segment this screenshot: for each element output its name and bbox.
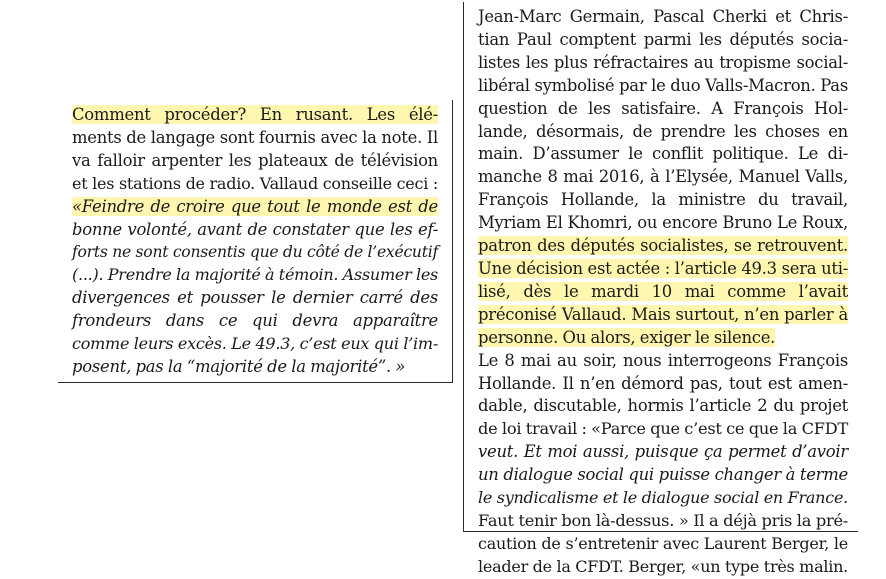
left-line-6: bonne volonté, avant de constater que les ef- (72, 219, 438, 239)
right-line-2: tian Paul comptent parmi les députés socia- (478, 29, 848, 49)
left-line-3: va falloir arpenter les plateaux de télévision (72, 150, 438, 170)
right-line-13 (478, 281, 848, 304)
right-line-21: un dialogue social qui puisse changer à terme (478, 465, 848, 485)
highlight: Comment procéder? En rusant. Les élé- (72, 105, 438, 124)
right-line-10: Myriam El Khomri, ou encore Bruno Le Roux, (478, 213, 848, 233)
right-line-25: leader de la CFDT. Berger, «un type très malin. (478, 556, 848, 576)
left-line-1 (72, 104, 438, 127)
right-line-1: Jean-Marc Germain, Pascal Cherki et Chris- (478, 7, 848, 26)
left-excerpt-text (72, 104, 438, 379)
right-line-3: listes les plus réfractaires au tropisme social- (478, 52, 848, 72)
right-line-19: de loi travail : «Parce que c’est ce que la CFDT (478, 419, 848, 439)
right-line-8: manche 8 mai 2016, à l’Elysée, Manuel Valls, (478, 167, 848, 187)
left-line-4: et les stations de radio. Vallaud conseille ceci : (72, 173, 438, 193)
left-line-10: frondeurs dans ce qui devra apparaître (72, 311, 438, 331)
left-line-2: ments de langage sont fournis avec la note. Il (72, 127, 438, 147)
right-line-14 (478, 304, 848, 327)
right-line-17: Hollande. Il n’en démord pas, tout est amen- (478, 373, 848, 393)
right-line-4: libéral symbolisé par le duo Valls-Macron. Pas (478, 75, 848, 95)
right-line-16: Le 8 mai au soir, nous interrogeons François (478, 350, 848, 370)
right-line-22: le syndicalisme et le dialogue social en France. (478, 488, 848, 508)
right-line-11 (478, 235, 848, 258)
right-line-24: caution de s’entretenir avec Laurent Berger, le (478, 533, 848, 553)
right-line-20: veut. Et moi aussi, puisque ça permet d’avoir (478, 442, 848, 462)
highlight: préconisé Vallaud. Mais surtout, n’en parler à (478, 304, 848, 324)
left-line-12: posent, pas la “majorité de la majorité”. » (72, 356, 406, 376)
right-line-7: main. D’assumer le conflit politique. Le di- (478, 144, 848, 164)
highlight: patron des députés socialistes, se retrouvent. (478, 236, 848, 256)
right-line-6: lande, désormais, de prendre les choses en (478, 121, 848, 141)
left-line-7: forts ne sont consentis que du côté de l’exécutif (72, 243, 438, 262)
right-line-15 (478, 327, 848, 350)
right-column-rule (463, 2, 464, 532)
right-line-5: question de les satisfaire. A François Hol- (478, 98, 848, 118)
right-column-text (478, 6, 848, 579)
left-line-9: divergences et pousser le dernier carré des (72, 288, 438, 308)
highlight: Une décision est actée : l’article 49.3 sera uti- (478, 258, 848, 278)
left-line-11: comme leurs excès. Le 49.3, c’est eux qui l’im- (72, 334, 438, 354)
right-line-12 (478, 258, 848, 281)
right-line-23: Faut tenir bon là-dessus. » Il a déjà pris la pré- (478, 510, 848, 530)
right-line-9: François Hollande, la ministre du travail, (478, 190, 848, 210)
left-line-8: (...). Prendre la majorité à témoin. Assumer les (72, 265, 438, 285)
highlight: personne. Ou alors, exiger le silence. (478, 327, 776, 347)
right-line-18: dable, discutable, hormis l’article 2 du projet (478, 396, 848, 416)
highlight: lisé, dès le mardi 10 mai comme l’avait (478, 281, 848, 301)
highlight: «Feindre de croire que tout le monde est de (72, 196, 438, 216)
left-line-5 (72, 196, 438, 219)
